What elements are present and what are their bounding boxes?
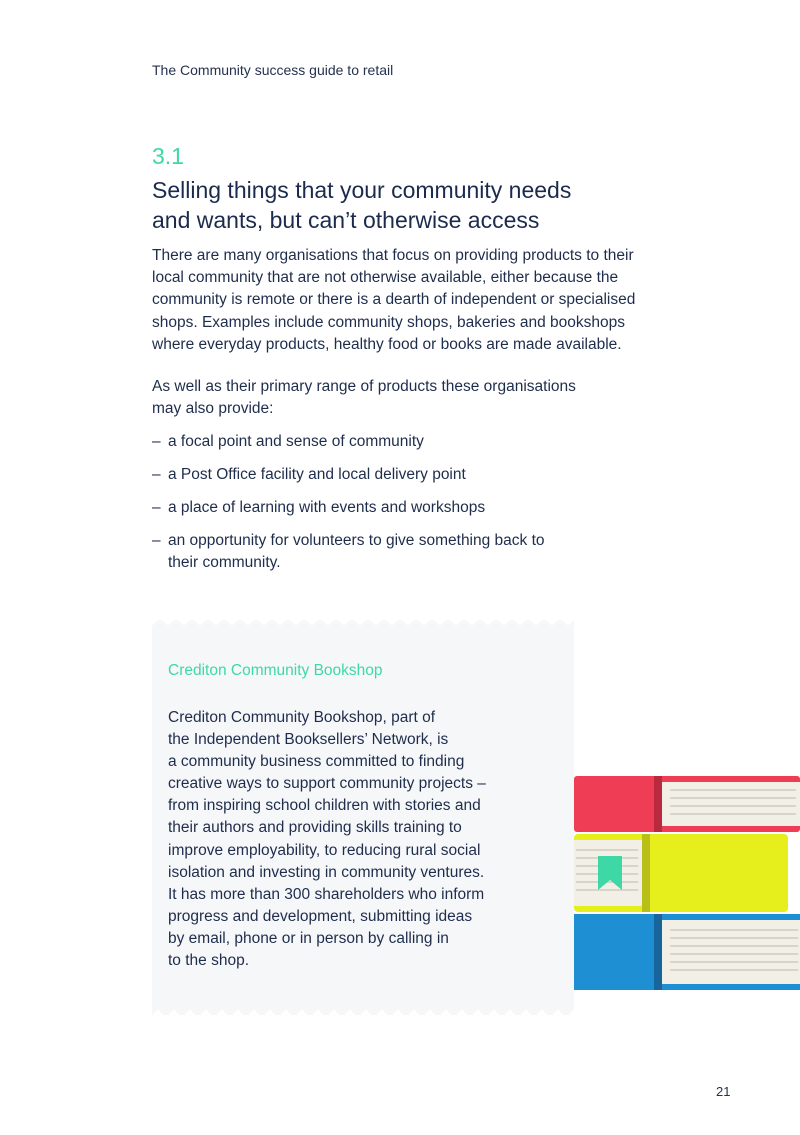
intro-line: where everyday products, healthy food or books are made available. bbox=[152, 335, 622, 353]
case-study-line: the Independent Booksellers’ Network, is bbox=[168, 731, 449, 749]
lead-paragraph bbox=[152, 376, 672, 420]
case-study-line: their authors and providing skills training to bbox=[168, 819, 462, 837]
list-item bbox=[152, 431, 672, 453]
list-item-text: a place of learning with events and workshops bbox=[168, 499, 486, 516]
books-stack-illustration bbox=[574, 770, 800, 990]
intro-line: local community that are not otherwise available, either because the bbox=[152, 269, 619, 287]
bullet-list bbox=[152, 431, 672, 585]
case-study-line: from inspiring school children with stories and bbox=[168, 797, 481, 815]
case-study-line: to the shop. bbox=[168, 952, 250, 970]
running-header: The Community success guide to retail bbox=[152, 62, 394, 78]
case-study-line: improve employability, to reducing rural social bbox=[168, 841, 481, 859]
blue-book-spine bbox=[654, 914, 662, 990]
section-title bbox=[152, 175, 672, 235]
yellow-book-spine bbox=[642, 834, 650, 912]
red-book bbox=[574, 776, 800, 832]
list-item-text: a Post Office facility and local delivery point bbox=[168, 466, 466, 483]
bullet-dash: – bbox=[152, 499, 161, 516]
red-book-pages bbox=[660, 782, 800, 826]
list-item-text: an opportunity for volunteers to give something back to bbox=[168, 532, 545, 549]
intro-line: community is remote or there is a dearth of independent or specialised bbox=[152, 291, 636, 309]
red-book-spine bbox=[654, 776, 662, 832]
page-number: 21 bbox=[716, 1084, 731, 1099]
section-number: 3.1 bbox=[152, 143, 184, 169]
case-study-body bbox=[168, 707, 568, 972]
list-item bbox=[152, 530, 672, 574]
case-study-line: by email, phone or in person by calling in bbox=[168, 929, 449, 947]
lead-line: As well as their primary range of products these organisations bbox=[152, 378, 576, 395]
case-study-line: creative ways to support community projects – bbox=[168, 775, 486, 793]
case-study-line: progress and development, submitting ideas bbox=[168, 907, 473, 925]
intro-line: There are many organisations that focus on providing products to their bbox=[152, 247, 634, 264]
case-study-line: It has more than 300 shareholders who inform bbox=[168, 885, 485, 903]
section-title-line: and wants, but can’t otherwise access bbox=[152, 207, 540, 233]
list-item-text: a focal point and sense of community bbox=[168, 433, 424, 450]
case-study-line: isolation and investing in community ventures. bbox=[168, 863, 485, 881]
lead-line: may also provide: bbox=[152, 400, 274, 418]
blue-book bbox=[574, 914, 800, 990]
case-study-line: a community business committed to finding bbox=[168, 753, 465, 771]
intro-line: shops. Examples include community shops, bakeries and bookshops bbox=[152, 313, 626, 331]
list-item bbox=[152, 464, 672, 486]
case-study-title: Crediton Community Bookshop bbox=[168, 662, 383, 679]
section-title-line: Selling things that your community needs bbox=[152, 177, 572, 203]
list-item bbox=[152, 497, 672, 519]
bullet-dash: – bbox=[152, 532, 161, 549]
case-study-line: Crediton Community Bookshop, part of bbox=[168, 709, 436, 726]
list-item-text: their community. bbox=[168, 554, 281, 572]
yellow-book bbox=[574, 834, 788, 912]
bullet-dash: – bbox=[152, 466, 161, 483]
bullet-dash: – bbox=[152, 433, 161, 450]
intro-paragraph bbox=[152, 245, 712, 356]
